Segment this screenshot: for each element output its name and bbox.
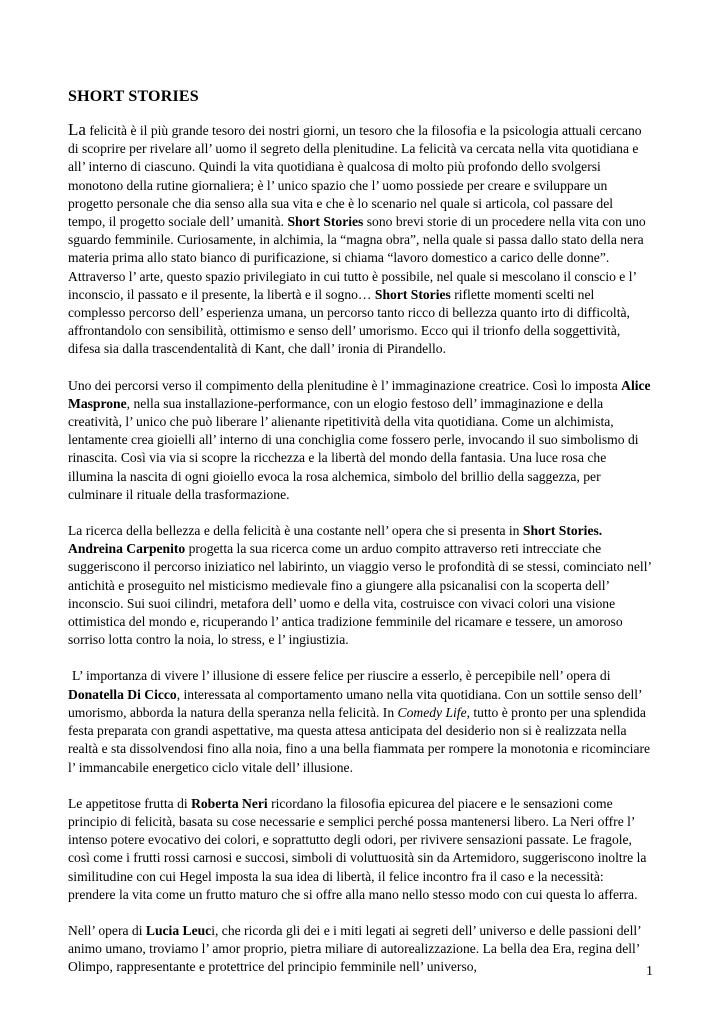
paragraph-text: , interessata al comportamento umano nella vita quotidiana. Con un sottile senso dell’ umorismo, abborda la natura della speranza nella felicità. In: [68, 686, 642, 720]
page-number: 1: [646, 964, 653, 979]
paragraph-intro: [68, 121, 653, 359]
paragraph-text: i, che ricorda gli dei e i miti legati ai segreti dell’ universo e delle passioni dell’ animo umano, troviamo l’ amor proprio, pietra miliare di autorealizzazione. La bella dea Era, regina dell’ Olimpo, rappresentante e protettrice del principio femminile nell’ universo,: [68, 922, 641, 975]
paragraph-masprone: [68, 377, 653, 504]
paragraph-text: L’ importanza di vivere l’ illusione di essere felice per riuscire a esserlo, è percepibile nell’ opera di: [72, 668, 611, 684]
document-title: SHORT STORIES: [68, 88, 199, 105]
document-body: [68, 121, 653, 977]
artist-name: Short Stories. Andreina Carpenito: [68, 523, 603, 557]
paragraph-text: progetta la sua ricerca come un arduo compito attraverso reti intrecciate che suggeriscono il percorso iniziatico nel labirinto, un viaggio verso le profondità di se stessi, cominciato nell’ antichità e proseguito nel misticismo medievale fino a giungere alla psicanalisi con la scoperta dell’ inconscio. Sui suoi cilindri, metafora dell’ uomo e della vita, costruisce con vivaci colori una visione ottimistica del mondo e, ricuperando l’ antica tradizione femminile del ricamare e tessere, un amoroso sorriso lotta contro la noia, lo stress, e l’ ingiustizia.: [68, 541, 652, 648]
paragraph-text: riflette momenti scelti nel complesso percorso dell’ esperienza umana, un percorso tanto ricco di bellezza quanto irto di difficoltà, affrontandolo con sensibilità, ottimismo e senso dell’ umorismo. Ecco qui il trionfo della soggettività, difesa sia dalla trascendentalità di Kant, che dall’ ironia di Pirandello.: [68, 286, 630, 357]
paragraph-text: felicità è il più grande tesoro dei nostri giorni, un tesoro che la filosofia e la psicologia attuali cercano di scoprire per rivelare all’ uomo il segreto della plenitudine. La felicità va cercata nella vita quotidiana e all’ interno di ciascuno. Quindi la vita quotidiana è qualcosa di molto più profondo dello svolgersi monotono della rutine giornaliera; è l’ unico spazio che l’ uomo possiede per creare e sviluppare un progetto personale che dia senso alla sua vita e che è lo scenario nel quale si articola, col passare del tempo, il progetto sociale dell’ umanità.: [68, 123, 642, 230]
paragraph-text: sono brevi storie di un procedere nella vita con uno sguardo femminile. Curiosamente, in alchimia, la “magna obra”, nella quale si passa dallo stato della nera materia prima allo stato bianco di purificazione, si chiama “lavoro domestico a carico delle donne”. Attraverso l’ arte, questo spazio privilegiato in cui tutto è possibile, nel quale si mescolano il conscio e l’ inconscio, il passato e il presente, la libertà e il sogno…: [68, 214, 646, 302]
paragraph-text: La ricerca della bellezza e della felicità è una costante nell’ opera che si presenta in: [68, 523, 523, 539]
paragraph-text: Nell’ opera di: [68, 922, 146, 938]
artist-name: Lucia Leuc: [145, 922, 212, 938]
paragraph-text: Uno dei percorsi verso il compimento della plenitudine è l’ immaginazione creatrice. Così lo imposta: [68, 377, 622, 393]
paragraph-text: Le appetitose frutta di: [68, 795, 192, 811]
artist-name: Roberta Neri: [191, 795, 268, 811]
paragraph-carpenito: [68, 522, 653, 649]
bold-title: Short Stories: [287, 214, 364, 230]
paragraph-text: , nella sua installazione-performance, con un elogio festoso dell’ immaginazione e della creatività, l’ unico che può liberare l’ alienante ripetitività della vita quotidiana. Come un alchimista, lentamente crea gioielli all’ interno di una conchiglia come fossero perle, invocando il suo simbolismo di rinascita. Così via via si scopre la ricchezza e la libertà del mondo della fantasia. Una luce rosa che illumina la nascita di ogni gioiello evoca la rosa alchemica, simbolo del brillio della saggezza, per culminare il rituale della trasformazione.: [68, 395, 639, 502]
artwork-title: Comedy Life: [397, 704, 467, 720]
artist-name: Donatella Di Cicco: [68, 686, 177, 702]
paragraph-text: ricordano la filosofia epicurea del piacere e le sensazioni come principio di felicità, basata su cose necessarie e semplici perché possa mantenersi libero. La Neri offre l’ intenso potere evocativo dei colori, e soprattutto degli odori, per rivivere sensazioni passate. Le fragole, così come i frutti rossi carnosi e succosi, simboli di voluttuosità sin da Artemidoro, suggeriscono inoltre la similitudine con cui Hegel imposta la sua idea di libertà, il felice incontro fra il caso e la necessità: prendere la vita come un frutto maturo che si offre alla mano nello stesso modo con cui questa lo afferra.: [68, 795, 647, 902]
paragraph-leuci: [68, 922, 653, 977]
paragraph-text: , tutto è pronto per una splendida festa preparata con grandi aspettative, ma questa attesa anticipata del desiderio non si è realizzata nella realtà e sta dissolvendosi fino alla noia, fino a una bella fiammata per rompere la monotonia e ricominciare l’ immancabile energetico ciclo vitale dell’ illusione.: [68, 704, 651, 775]
bold-title: Short Stories: [374, 286, 451, 302]
paragraph-neri: [68, 795, 653, 904]
paragraph-di-cicco: [68, 667, 653, 776]
paragraph-opening-word: La: [68, 120, 86, 139]
artist-name: Alice Masprone: [68, 377, 651, 411]
